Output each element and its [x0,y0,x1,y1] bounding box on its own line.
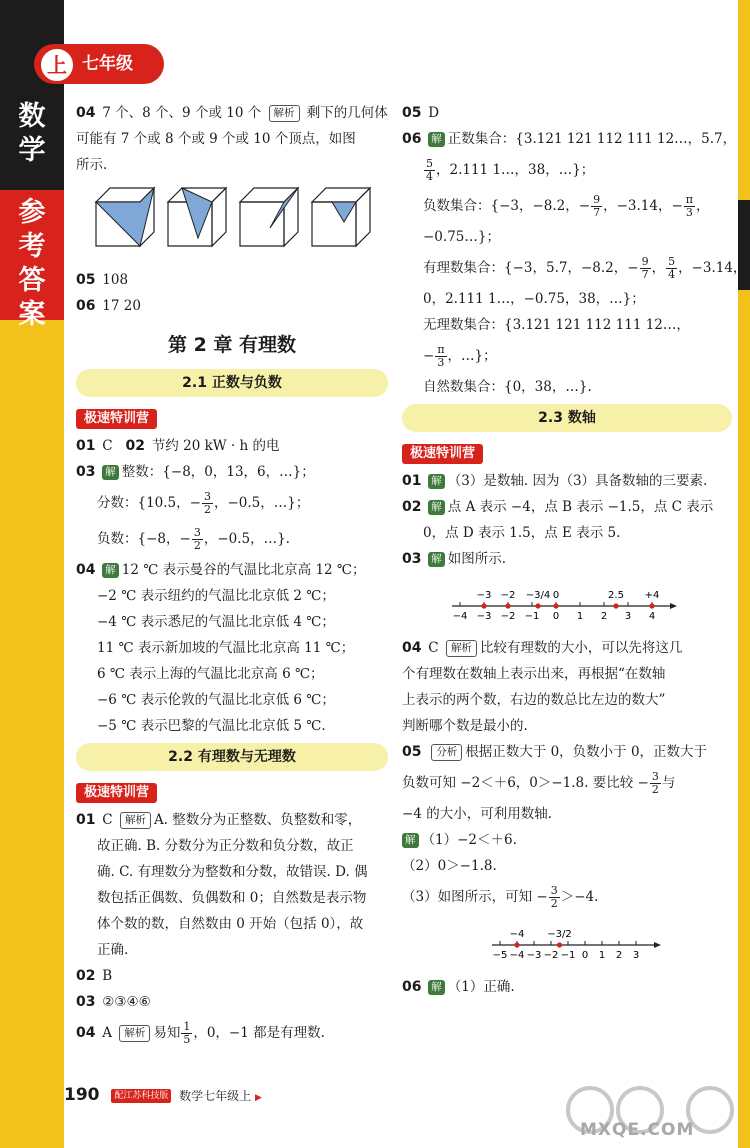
tick-label: −2 [543,950,559,961]
point-mark [535,603,540,608]
section-title: 2.1 正数与负数 [76,369,388,397]
volume-badge: 上 [38,46,76,84]
tick-label: −2 [500,611,516,622]
tick-label: −3 [476,611,492,622]
fraction: $\frac{3}{2}$ [651,770,659,796]
point-mark [553,603,558,608]
fraction: $\frac{\pi}{3}$ [685,193,694,219]
axis-arrow-icon [654,942,661,948]
question-03: 03 解 如图所示. [402,551,507,567]
fraction: $\frac{3}{2}$ [550,884,558,910]
cube-figure [312,188,370,246]
question-02: 02 解 点 A 表示 −4，点 B 表示 −1.5，点 C 表示 [402,499,714,515]
point-mark [557,942,562,947]
tick-label: −1 [524,611,540,622]
question-04: 04 C 解析 比较有理数的大小，可以先将这几 [402,640,683,656]
chapter-title: 第 2 章 有理数 [167,334,297,356]
point-mark [514,942,519,947]
question-01: 01 C 02 节约 20 kW · h 的电 [76,438,280,454]
tick-label: 0 [581,950,589,961]
question-06: 06 解 正数集合：{3.121 121 112 111 12…，5.7， [402,131,737,147]
question-03: 03 解 整数：{−8，0，13，6，…}； [76,464,315,480]
point-label: 2.5 [608,590,624,601]
question-05: 05 108 [76,272,129,288]
fraction: $\frac{1}{5}$ [183,1020,191,1046]
tick-label: 2 [615,950,623,961]
question-02: 02 B [76,968,113,984]
axis-arrow-icon [670,603,677,609]
question-03: 03 ②③④⑥ [76,994,151,1010]
subject-label: 数 学 [18,101,46,166]
question-04: 04 7 个、8 个、9 个或 10 个 解析 剩下的几何体 [76,105,388,121]
question-04: 04 解 12 ℃ 表示曼谷的气温比北京高 12 ℃； [76,562,366,578]
section-title: 2.3 数轴 [402,404,732,432]
special-training-tag: 极速特训营 [76,409,157,429]
cube-figure [168,188,226,246]
page-number: 190 [64,1085,100,1105]
question-01: 01 解 （3）是数轴. 因为（3）具备数轴的三要素. [402,473,708,489]
question-01: 01 C 解析 A. 整数分为正整数、负整数和零， [76,812,362,828]
page-footer: 190 配江苏科技版 数学七年级上 ▶ [64,1085,262,1105]
tick-label: 2 [600,611,608,622]
point-mark [481,603,486,608]
number-line-2 [402,917,722,961]
tick-label: 3 [632,950,640,961]
tick-label: −5 [492,950,508,961]
point-label: −3/2 [547,929,572,940]
fraction: $\frac{3}{2}$ [193,526,201,552]
fraction: $\frac{5}{4}$ [426,157,433,183]
cube-figure [240,188,298,246]
tick-label: −4 [452,611,468,622]
arrow-icon: ▶ [255,1093,262,1103]
question-06: 06 17 20 [76,298,141,314]
fraction: $\frac{5}{4}$ [668,255,676,281]
grade-tab: 七年级 [34,44,164,84]
question-05: 05 分析 根据正数大于 0，负数小于 0，正数大于 [402,744,708,760]
tick-label: 1 [598,950,606,961]
point-label: −2 [500,590,516,601]
point-label: +4 [644,590,660,601]
cube-figures [76,184,376,254]
fraction: $\frac{9}{7}$ [593,193,601,219]
tick-label: −3 [526,950,542,961]
fraction: $\frac{3}{2}$ [203,490,211,516]
point-label: −4 [509,929,525,940]
left-column: 04 7 个、8 个、9 个或 10 个 解析 剩下的几何体 可能有 7 个或 8 个或 9 个或 10 个顶点，如图 所示. 05 108 06 17 20 第 2 章 有理数 2.1 正数与负数 极速特训营 01 C 02 节约 20 kW · h 的电 03 解 整数：{−8，0，13，6，…}； 分数：{10.5，− $\frac{3}{2}$ ，−0.5，…}； 负数：{−8，− $\frac{3}{2}$ ，−0.5，…}. 04 解 12 ℃ 表示曼谷的气温比北京高 12 ℃； −2 ℃ 表示纽约的气温比北京低 2 ℃； −4 ℃ 表示悉尼的气温比北京低 4 ℃； 11 ℃ 表示新加坡的气温比北京高 11 ℃； 6 ℃ 表示上海的气温比北京高 6 ℃； −6 ℃ 表示伦敦的气温比北京低 6 ℃； −5 ℃ 表示巴黎的气温比北京低 5 ℃. 2.2 有理数与无理数 极速特训营 01 C 解析 A. 整数分为正整数、负整数和零， 故正确. B. 分数分为正分数和负分数，故正 确. C. 有理数分为整数和分数，故错误. D. 偶 数包括正偶数、负偶数和 0；自然数是表示物 体个数的数，自然数由 0 开始（包括 0），故 正确. 02 B 03 ②③④⑥ 04 A 解析 易知 $\frac{1}{5}$ ，0，−1 都是有理数. [76,100,388,1051]
point-mark [505,603,510,608]
point-mark [649,603,654,608]
watermark-text: MXQE.COM [580,1120,695,1140]
fraction: $\frac{\pi}{3}$ [437,343,445,369]
point-label: −3 [476,590,492,601]
special-training-tag: 极速特训营 [76,783,157,803]
number-line-1 [402,574,722,622]
book-title: 数学七年级 [179,1089,240,1103]
cube-figure [96,188,154,246]
tick-label: 1 [576,611,584,622]
point-label: −3/4 [525,590,551,601]
question-06: 06 解 （1）正确. [402,979,515,995]
answers-label: 参 考 答 案 [18,197,46,330]
point-label: 0 [552,590,560,601]
tick-label: 4 [648,611,656,622]
question-05: 05 D [402,105,440,121]
tick-label: −4 [509,950,525,961]
tick-label: −1 [560,950,576,961]
point-mark [613,603,618,608]
section-title: 2.2 有理数与无理数 [76,743,388,771]
special-training-tag: 极速特训营 [402,444,483,464]
question-04: 04 A 解析 易知 $\frac{1}{5}$ ，0，−1 都是有理数. [76,1020,325,1046]
sidebar [0,0,64,1148]
tick-label: 3 [624,611,632,622]
publisher-badge: 配江苏科技版 [111,1089,171,1103]
tick-label: 0 [552,611,560,622]
fraction: $\frac{9}{7}$ [641,255,649,281]
right-column: 05 D 06 解 正数集合：{3.121 121 112 111 12…，5.7， $\frac{5}{4}$ ，2.111 1…，38，…}； 负数集合：{−3，−8.2，− $\frac{9}{7}$ ，−3.14，− $\frac{\pi}{3}$ ， −0.75…}； 有理数集合：{−3，5.7，−8.2，− $\frac{9}{7}$ ， $\frac{5}{4}$ ，−3.14， 0，2.111 1…，−0.75，38，…}； 无理数集合：{3.121 121 112 111 12…， − $\frac{\pi}{3}$ ，…}； 自然数集合：{0，38，…}. 2.3 数轴 极速特训营 01 解 （3）是数轴. 因为（3）具备数轴的三要素. 02 解 点 A 表示 −4，点 B 表示 −1.5，点 C 表示 0，点 D 表示 1.5，点 E 表示 5. 03 解 如图所示. −4 −3 −2 −1 0 1 2 3 4 −3 −2 −3/4 0 2.5 +4 04 C 解析 比较有理数的大小，可以先将这几 个有理数在数轴上表示出来，再根据“在数轴 上表示的两个数，右边的数总比左边的数大” 判断哪个数是最小的. 05 分析 根据正数大于 0，负数小于 0，正数大于 负数可知 −2＜＋6，0＞−1.8. 要比较 − $\frac{3}{2}$ 与 −4 的大小，可利用数轴. 解 （1）−2＜＋6. （2）0＞−1.8. （3）如图所示，可知 − $\frac{3}{2}$ ＞−4. −5 −4 −3 −2 −1 0 1 2 3 −4 −3/2 06 解 （1）正确. [402,100,732,1000]
